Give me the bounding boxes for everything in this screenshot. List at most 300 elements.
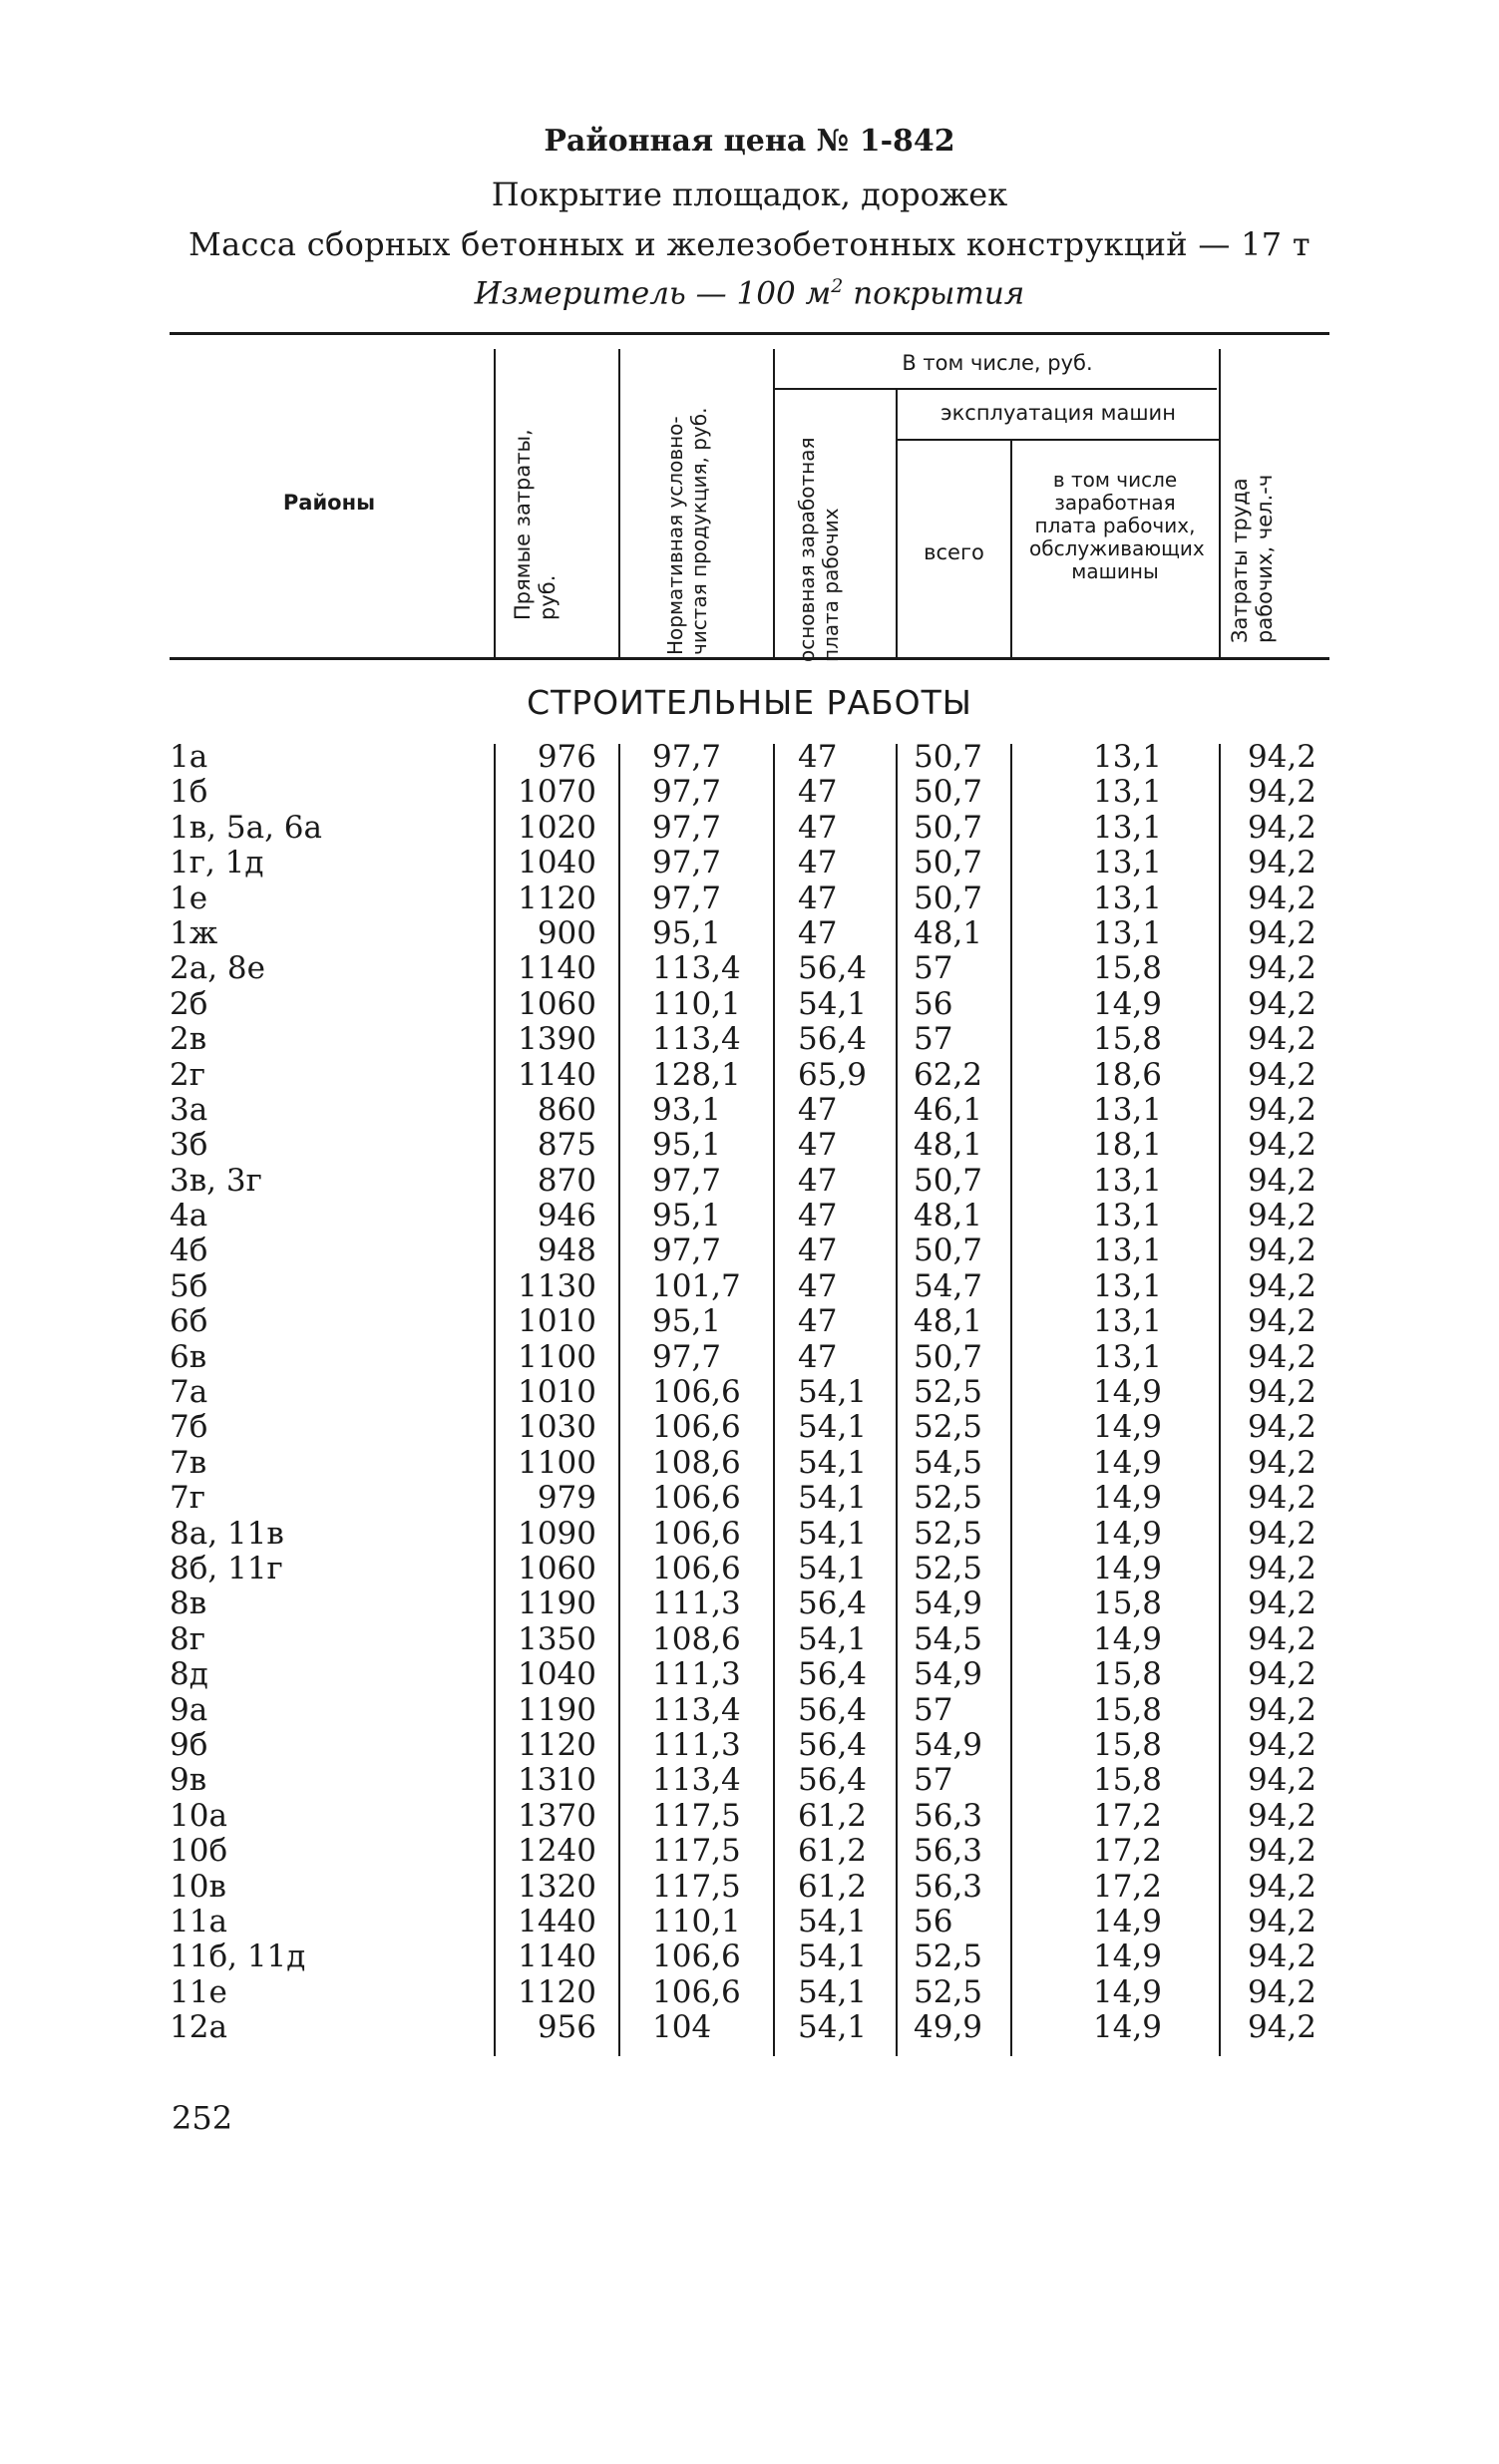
base-wage-cell: 47 [798,1127,838,1164]
region-cell: 10а [170,1797,227,1834]
table-row [0,1870,1499,1905]
region-cell: 11а [170,1903,227,1939]
machine-total-cell: 54,9 [914,1585,983,1622]
machine-wage-cell: 14,9 [1092,1409,1162,1446]
table-row [0,1481,1499,1516]
direct-cost-cell: 860 [537,1091,596,1128]
region-cell: 4а [170,1198,208,1234]
machine-total-cell: 50,7 [914,774,983,811]
column-machine-total-header: всего [924,540,984,564]
labor-cell: 94,2 [1247,1726,1316,1763]
labor-cell: 94,2 [1247,1585,1316,1622]
region-cell: 1в, 5а, 6а [170,809,323,846]
region-cell: 11б, 11д [170,1938,306,1975]
direct-cost-cell: 946 [537,1198,596,1234]
direct-cost-cell: 1370 [518,1797,596,1834]
norm-output-cell: 106,6 [652,1409,741,1446]
base-wage-cell: 65,9 [798,1056,868,1093]
column-wage-text: основная заработная плата рабочих [795,437,843,662]
machine-total-cell: 48,1 [914,914,983,951]
machine-total-cell: 56,3 [914,1868,983,1905]
machine-total-cell: 54,5 [914,1444,983,1481]
direct-cost-cell: 1100 [518,1338,596,1375]
region-cell: 2а, 8е [170,950,265,987]
base-wage-cell: 61,2 [798,1833,868,1870]
labor-cell: 94,2 [1247,1973,1316,2010]
region-cell: 1ж [170,914,218,951]
norm-output-cell: 108,6 [652,1444,741,1481]
machine-wage-cell: 13,1 [1092,809,1162,846]
labor-cell: 94,2 [1247,1198,1316,1234]
base-wage-cell: 56,4 [798,1691,868,1728]
norm-output-cell: 97,7 [652,880,722,916]
machine-wage-cell: 17,2 [1092,1868,1162,1905]
machine-wage-cell: 17,2 [1092,1833,1162,1870]
table-row [0,1304,1499,1339]
norm-output-cell: 110,1 [652,1903,741,1939]
direct-cost-cell: 1120 [518,1973,596,2010]
table-row [0,1058,1499,1093]
norm-output-cell: 113,4 [652,1691,741,1728]
machine-wage-cell: 13,1 [1092,914,1162,951]
table-row [0,1657,1499,1692]
machine-wage-cell: 14,9 [1092,1620,1162,1657]
region-cell: 8в [170,1585,207,1622]
header-top-rule [170,332,1329,335]
machine-wage-cell: 15,8 [1092,1726,1162,1763]
table-row [0,775,1499,810]
table-row [0,1975,1499,2010]
direct-cost-cell: 956 [537,2009,596,2046]
base-wage-cell: 54,1 [798,1973,868,2010]
machine-total-cell: 50,7 [914,739,983,775]
machine-wage-cell: 18,6 [1092,1056,1162,1093]
direct-cost-cell: 1190 [518,1691,596,1728]
column-labor-header [1228,394,1288,643]
labor-cell: 94,2 [1247,1267,1316,1304]
region-cell: 7а [170,1374,208,1411]
norm-output-cell: 111,3 [652,1726,741,1763]
machine-total-cell: 57 [914,950,953,987]
machine-wage-cell: 15,8 [1092,1656,1162,1693]
norm-output-cell: 110,1 [652,985,741,1022]
direct-cost-cell: 1010 [518,1374,596,1411]
table-row [0,811,1499,846]
direct-cost-cell: 1130 [518,1267,596,1304]
region-cell: 1г, 1д [170,845,264,881]
region-cell: 8г [170,1620,205,1657]
labor-cell: 94,2 [1247,1303,1316,1340]
region-cell: 8б, 11г [170,1550,283,1586]
direct-cost-cell: 976 [537,739,596,775]
labor-cell: 94,2 [1247,739,1316,775]
unit-superscript: 2 [831,275,844,297]
region-cell: 1а [170,739,208,775]
machine-wage-cell: 13,1 [1092,1338,1162,1375]
direct-cost-cell: 1020 [518,809,596,846]
machine-total-cell: 52,5 [914,1374,983,1411]
labor-cell: 94,2 [1247,1762,1316,1799]
norm-output-cell: 97,7 [652,1338,722,1375]
machine-wage-cell: 13,1 [1092,1162,1162,1199]
labor-cell: 94,2 [1247,1550,1316,1586]
labor-cell: 94,2 [1247,1656,1316,1693]
base-wage-cell: 54,1 [798,1550,868,1586]
machine-wage-cell: 13,1 [1092,1267,1162,1304]
direct-cost-cell: 1440 [518,1903,596,1939]
direct-cost-cell: 1240 [518,1833,596,1870]
norm-output-cell: 106,6 [652,1515,741,1552]
unit-tail: покрытия [843,275,1025,312]
norm-output-cell: 113,4 [652,950,741,987]
labor-cell: 94,2 [1247,1091,1316,1128]
norm-output-cell: 95,1 [652,914,722,951]
machine-total-cell: 50,7 [914,1338,983,1375]
machine-wage-cell: 14,9 [1092,1444,1162,1481]
norm-output-cell: 97,7 [652,774,722,811]
table-row [0,1375,1499,1410]
norm-output-cell: 95,1 [652,1127,722,1164]
labor-cell: 94,2 [1247,1232,1316,1269]
table-row [0,1622,1499,1657]
labor-cell: 94,2 [1247,1480,1316,1517]
labor-cell: 94,2 [1247,845,1316,881]
unit-text: Измеритель — 100 м [474,275,832,312]
region-cell: 3а [170,1091,208,1128]
region-cell: 7в [170,1444,207,1481]
direct-cost-cell: 1070 [518,774,596,811]
base-wage-cell: 56,4 [798,1021,868,1058]
column-norm-header [663,366,743,655]
base-wage-cell: 56,4 [798,1762,868,1799]
machine-total-cell: 56,3 [914,1833,983,1870]
column-machine-header: эксплуатация машин [940,401,1176,425]
table-row [0,1022,1499,1057]
base-wage-cell: 47 [798,1338,838,1375]
base-wage-cell: 56,4 [798,1726,868,1763]
table-row [0,1199,1499,1233]
header-divider-3 [773,349,775,658]
header-bottom-rule [170,657,1329,660]
base-wage-cell: 47 [798,1267,838,1304]
machine-wage-cell: 13,1 [1092,1232,1162,1269]
labor-cell: 94,2 [1247,880,1316,916]
machine-total-cell: 52,5 [914,1480,983,1517]
region-cell: 11е [170,1973,227,2010]
norm-output-cell: 128,1 [652,1056,741,1093]
machine-total-cell: 57 [914,1762,953,1799]
machine-total-cell: 56 [914,985,953,1022]
direct-cost-cell: 948 [537,1232,596,1269]
table-row [0,916,1499,951]
norm-output-cell: 117,5 [652,1868,741,1905]
machine-total-cell: 56,3 [914,1797,983,1834]
labor-cell: 94,2 [1247,1868,1316,1905]
region-cell: 9б [170,1726,208,1763]
column-wage-header [795,423,877,662]
machine-total-cell: 50,7 [914,845,983,881]
labor-cell: 94,2 [1247,1938,1316,1975]
direct-cost-cell: 1390 [518,1021,596,1058]
region-cell: 6в [170,1338,207,1375]
base-wage-cell: 47 [798,1091,838,1128]
region-cell: 8д [170,1656,208,1693]
table-row [0,1517,1499,1552]
page-subtitle: Покрытие площадок, дорожек [491,176,1008,213]
direct-cost-cell: 1310 [518,1762,596,1799]
labor-cell: 94,2 [1247,985,1316,1022]
base-wage-cell: 54,1 [798,1480,868,1517]
labor-cell: 94,2 [1247,1620,1316,1657]
base-wage-cell: 61,2 [798,1868,868,1905]
labor-cell: 94,2 [1247,1515,1316,1552]
base-wage-cell: 61,2 [798,1797,868,1834]
machine-total-cell: 48,1 [914,1198,983,1234]
table-row [0,1905,1499,1939]
table-row [0,1939,1499,1974]
norm-output-cell: 97,7 [652,845,722,881]
machine-wage-cell: 13,1 [1092,774,1162,811]
machine-wage-cell: 14,9 [1092,2009,1162,2046]
base-wage-cell: 47 [798,1303,838,1340]
labor-cell: 94,2 [1247,2009,1316,2046]
table-row [0,1834,1499,1869]
machine-wage-cell: 14,9 [1092,1973,1162,2010]
header-divider-4 [896,389,898,658]
norm-output-cell: 93,1 [652,1091,722,1128]
header-divider-2 [618,349,620,658]
machine-total-cell: 52,5 [914,1409,983,1446]
machine-wage-cell: 14,9 [1092,985,1162,1022]
section-title: СТРОИТЕЛЬНЫЕ РАБОТЫ [527,683,972,722]
machine-total-cell: 62,2 [914,1056,983,1093]
table-row [0,1586,1499,1621]
table-row [0,1410,1499,1445]
base-wage-cell: 54,1 [798,1938,868,1975]
labor-cell: 94,2 [1247,1338,1316,1375]
machine-rule [898,439,1219,441]
machine-wage-cell: 14,9 [1092,1550,1162,1586]
base-wage-cell: 47 [798,1198,838,1234]
norm-output-cell: 108,6 [652,1620,741,1657]
machine-total-cell: 50,7 [914,809,983,846]
labor-cell: 94,2 [1247,1691,1316,1728]
base-wage-cell: 47 [798,845,838,881]
table-row [0,846,1499,880]
machine-wage-cell: 13,1 [1092,1303,1162,1340]
machine-total-cell: 50,7 [914,880,983,916]
table-row [0,987,1499,1022]
base-wage-cell: 56,4 [798,950,868,987]
region-cell: 8а, 11в [170,1515,284,1552]
table-body [0,740,1499,2045]
unit-line [0,275,1499,311]
norm-output-cell: 104 [652,2009,712,2046]
region-cell: 1е [170,880,208,916]
machine-total-cell: 50,7 [914,1162,983,1199]
machine-total-cell: 52,5 [914,1938,983,1975]
table-row [0,1763,1499,1798]
machine-wage-cell: 15,8 [1092,1021,1162,1058]
column-labor-text: Затраты труда рабочих, чел.-ч [1228,474,1277,643]
norm-output-cell: 106,6 [652,1938,741,1975]
machine-total-cell: 46,1 [914,1091,983,1128]
table-row [0,1233,1499,1268]
machine-wage-cell: 13,1 [1092,739,1162,775]
norm-output-cell: 113,4 [652,1021,741,1058]
direct-cost-cell: 1350 [518,1620,596,1657]
direct-cost-cell: 1320 [518,1868,596,1905]
machine-wage-cell: 17,2 [1092,1797,1162,1834]
direct-cost-cell: 875 [537,1127,596,1164]
machine-total-cell: 57 [914,1691,953,1728]
labor-cell: 94,2 [1247,1444,1316,1481]
base-wage-cell: 54,1 [798,1903,868,1939]
direct-cost-cell: 1120 [518,1726,596,1763]
base-wage-cell: 54,1 [798,1620,868,1657]
table-row [0,951,1499,986]
column-including-header: В том числе, руб. [902,351,1093,375]
machine-total-cell: 57 [914,1021,953,1058]
base-wage-cell: 54,1 [798,1444,868,1481]
table-row [0,1340,1499,1375]
header-divider-5 [1010,441,1012,658]
norm-output-cell: 97,7 [652,809,722,846]
direct-cost-cell: 1140 [518,950,596,987]
base-wage-cell: 54,1 [798,1409,868,1446]
direct-cost-cell: 1040 [518,845,596,881]
norm-output-cell: 117,5 [652,1833,741,1870]
table-row [0,740,1499,775]
base-wage-cell: 47 [798,880,838,916]
region-cell: 7б [170,1409,208,1446]
page-title: Районная цена № 1-842 [544,124,955,159]
labor-cell: 94,2 [1247,774,1316,811]
header-divider-6 [1219,349,1221,658]
region-cell: 3б [170,1127,208,1164]
direct-cost-cell: 900 [537,914,596,951]
norm-output-cell: 106,6 [652,1973,741,2010]
column-region-header: Районы [282,491,376,515]
norm-output-cell: 106,6 [652,1550,741,1586]
region-cell: 9а [170,1691,208,1728]
base-wage-cell: 47 [798,1162,838,1199]
norm-output-cell: 113,4 [652,1762,741,1799]
direct-cost-cell: 870 [537,1162,596,1199]
base-wage-cell: 56,4 [798,1656,868,1693]
direct-cost-cell: 1040 [518,1656,596,1693]
base-wage-cell: 54,1 [798,1374,868,1411]
machine-total-cell: 54,5 [914,1620,983,1657]
norm-output-cell: 111,3 [652,1585,741,1622]
base-wage-cell: 54,1 [798,1515,868,1552]
labor-cell: 94,2 [1247,1797,1316,1834]
labor-cell: 94,2 [1247,950,1316,987]
base-wage-cell: 47 [798,739,838,775]
machine-wage-cell: 14,9 [1092,1938,1162,1975]
base-wage-cell: 47 [798,1232,838,1269]
column-norm-text: Нормативная условно-чистая продукция, руб. [663,407,711,655]
norm-output-cell: 97,7 [652,1232,722,1269]
table-row [0,1552,1499,1586]
machine-total-cell: 49,9 [914,2009,983,2046]
labor-cell: 94,2 [1247,1021,1316,1058]
region-cell: 1б [170,774,208,811]
norm-output-cell: 111,3 [652,1656,741,1693]
machine-wage-cell: 14,9 [1092,1374,1162,1411]
base-wage-cell: 54,1 [798,2009,868,2046]
machine-total-cell: 56 [914,1903,953,1939]
direct-cost-cell: 1140 [518,1938,596,1975]
labor-cell: 94,2 [1247,1127,1316,1164]
region-cell: 10в [170,1868,226,1905]
base-wage-cell: 54,1 [798,985,868,1022]
machine-wage-cell: 15,8 [1092,950,1162,987]
machine-total-cell: 52,5 [914,1550,983,1586]
labor-cell: 94,2 [1247,809,1316,846]
norm-output-cell: 95,1 [652,1303,722,1340]
table-row [0,1693,1499,1728]
machine-wage-cell: 18,1 [1092,1127,1162,1164]
table-row [0,2010,1499,2045]
direct-cost-cell: 1060 [518,1550,596,1586]
table-row [0,1728,1499,1763]
base-wage-cell: 47 [798,774,838,811]
region-cell: 2б [170,985,208,1022]
labor-cell: 94,2 [1247,1374,1316,1411]
machine-wage-cell: 15,8 [1092,1762,1162,1799]
direct-cost-cell: 1010 [518,1303,596,1340]
norm-output-cell: 106,6 [652,1480,741,1517]
machine-total-cell: 48,1 [914,1303,983,1340]
machine-wage-cell: 14,9 [1092,1515,1162,1552]
labor-cell: 94,2 [1247,914,1316,951]
region-cell: 5б [170,1267,208,1304]
machine-total-cell: 54,7 [914,1267,983,1304]
direct-cost-cell: 1140 [518,1056,596,1093]
norm-output-cell: 97,7 [652,739,722,775]
mass-line: Масса сборных бетонных и железобетонных конструкций — 17 т [188,225,1311,263]
region-cell: 6б [170,1303,208,1340]
machine-wage-cell: 15,8 [1092,1585,1162,1622]
machine-wage-cell: 13,1 [1092,1198,1162,1234]
machine-wage-cell: 13,1 [1092,845,1162,881]
norm-output-cell: 101,7 [652,1267,741,1304]
labor-cell: 94,2 [1247,1162,1316,1199]
direct-cost-cell: 1030 [518,1409,596,1446]
column-machine-wage-header: в том числе заработная плата рабочих, обслуживающих машины [1029,468,1205,583]
machine-total-cell: 54,9 [914,1726,983,1763]
direct-cost-cell: 1190 [518,1585,596,1622]
norm-output-cell: 106,6 [652,1374,741,1411]
region-cell: 2г [170,1056,205,1093]
direct-cost-cell: 1120 [518,880,596,916]
machine-total-cell: 48,1 [914,1127,983,1164]
table-row [0,1446,1499,1481]
norm-output-cell: 117,5 [652,1797,741,1834]
machine-wage-cell: 13,1 [1092,1091,1162,1128]
machine-total-cell: 50,7 [914,1232,983,1269]
base-wage-cell: 47 [798,809,838,846]
labor-cell: 94,2 [1247,1409,1316,1446]
header-divider-1 [494,349,496,658]
table-row [0,1164,1499,1199]
direct-cost-cell: 979 [537,1480,596,1517]
machine-wage-cell: 13,1 [1092,880,1162,916]
table-row [0,1799,1499,1834]
base-wage-cell: 47 [798,914,838,951]
region-cell: 7г [170,1480,205,1517]
